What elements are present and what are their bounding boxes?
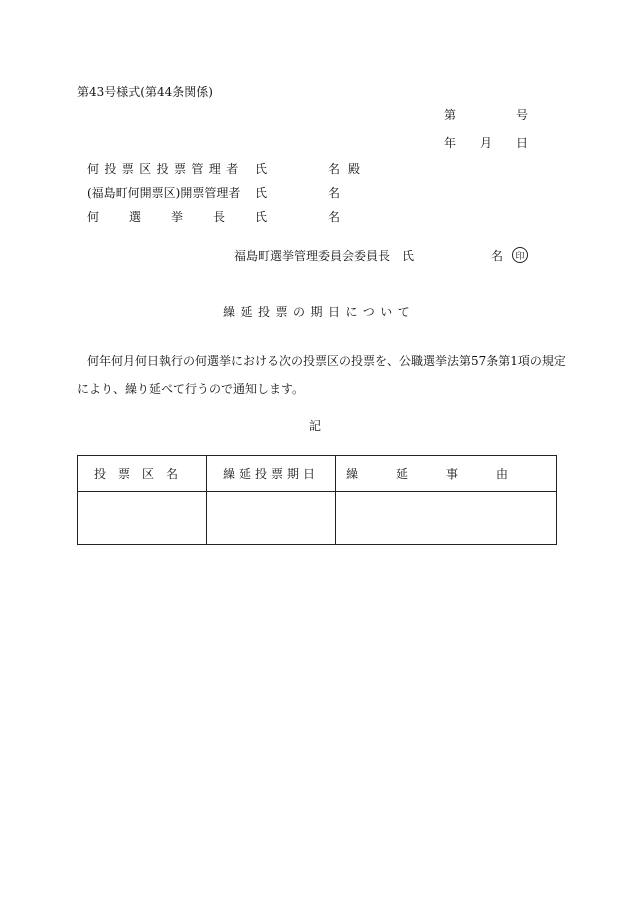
- table-header-row: [78, 456, 557, 492]
- addressee-1: [87, 163, 360, 175]
- ki-label: 記: [309, 419, 322, 433]
- header-voting-district: 投票区名: [78, 456, 207, 492]
- header-postponement-reason: 繰延事由: [336, 456, 557, 492]
- date-year: 年: [444, 136, 457, 150]
- addressee-honorific-2: 名: [328, 186, 341, 200]
- cell-voting-district[interactable]: [78, 492, 207, 545]
- cell-postponement-reason[interactable]: [336, 492, 557, 545]
- document-number-prefix: 第: [444, 108, 457, 122]
- date-day: 日: [516, 136, 529, 150]
- sender-title: 福島町選挙管理委員会委員長 氏: [234, 249, 415, 263]
- addressee-honorific-1: 氏: [255, 162, 268, 176]
- date-month: 月: [480, 136, 493, 150]
- cell-postponed-date[interactable]: [207, 492, 336, 545]
- addressee-honorific-1: 氏: [255, 186, 268, 200]
- addressee-title: 何選挙長: [87, 210, 256, 224]
- body-paragraph: 何年何月何日執行の何選挙における次の投票区の投票を、公職選挙法第57条第1項の規定により、繰り延べて行うので通知します。: [77, 354, 566, 396]
- header-postponed-date: 繰延投票期日: [207, 456, 336, 492]
- sender-name-label: 名: [491, 249, 504, 263]
- addressee-honorific-2: 名: [328, 210, 341, 224]
- addressee-3: [87, 211, 340, 223]
- table-row: [78, 492, 557, 545]
- addressee-title: (福島町何開票区)開票管理者: [87, 186, 241, 200]
- addressee-honorific-2: 名: [328, 162, 341, 176]
- addressee-suffix: 殿: [348, 162, 361, 176]
- document-title: 繰延投票の期日について: [223, 305, 416, 319]
- form-number: 第43号様式(第44条関係): [77, 85, 213, 99]
- addressee-honorific-1: 氏: [255, 210, 268, 224]
- addressee-2: [87, 187, 340, 199]
- postponement-table: [77, 455, 557, 545]
- seal-stamp: 印: [512, 247, 528, 263]
- addressee-title: 何投票区投票管理者: [87, 162, 244, 176]
- document-number-suffix: 号: [516, 108, 529, 122]
